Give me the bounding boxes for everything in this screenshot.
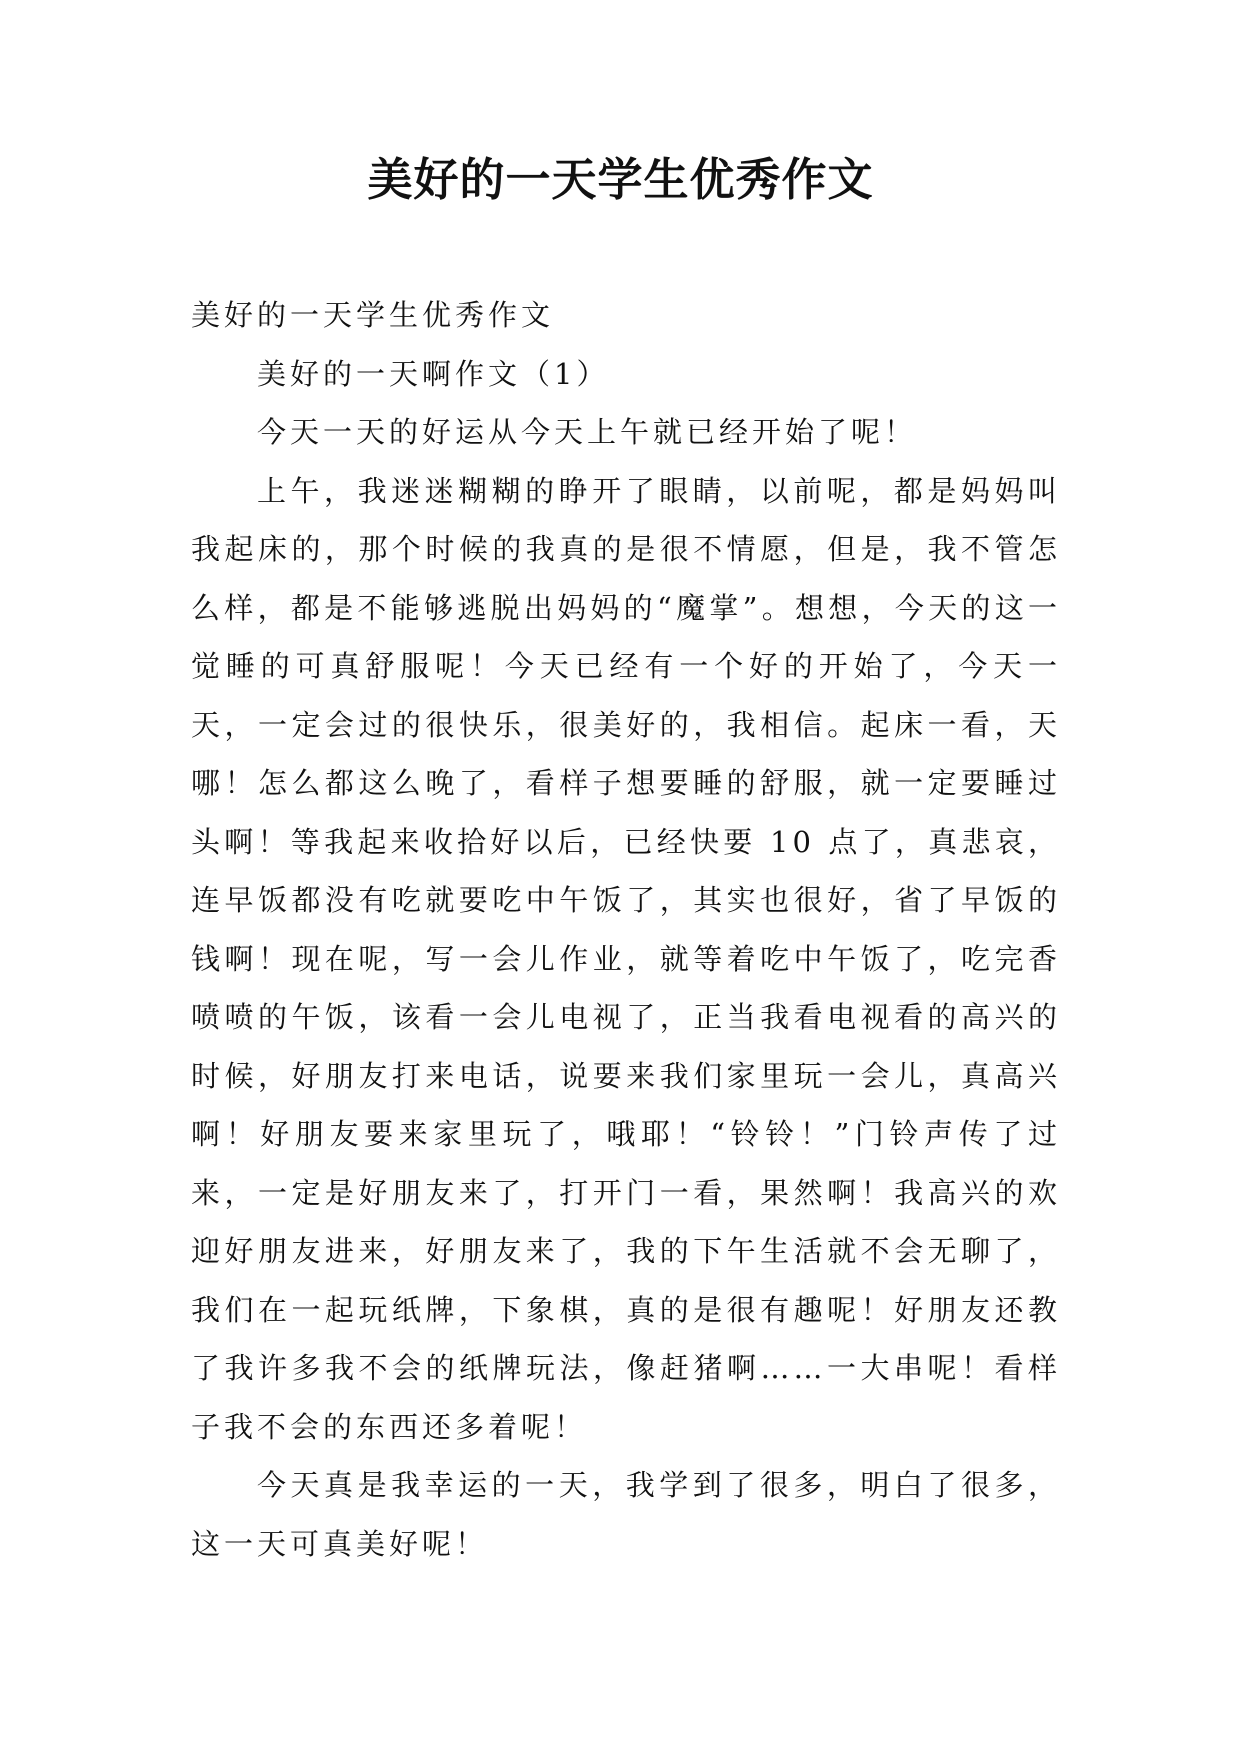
paragraph: 上午，我迷迷糊糊的睁开了眼睛，以前呢，都是妈妈叫我起床的，那个时候的我真的是很不情愿，但是，我不管怎么样，都是不能够逃脱出妈妈的“魔掌”。想想，今天的这一觉睡的可真舒服呢！今天已经有一个好的开始了，今天一天，一定会过的很快乐，很美好的，我相信。起床一看，天哪！怎么都这么晚了，看样子想要睡的舒服，就一定要睡过头啊！等我起来收拾好以后，已经快要 10 点了，真悲哀，连早饭都没有吃就要吃中午饭了，其实也很好，省了早饭的钱啊！现在呢，写一会儿作业，就等着吃中午饭了，吃完香喷喷的午饭，该看一会儿电视了，正当我看电视看的高兴的时候，好朋友打来电话，说要来我们家里玩一会儿，真高兴啊！好朋友要来家里玩了，哦耶！“铃铃！”门铃声传了过来，一定是好朋友来了，打开门一看，果然啊！我高兴的欢迎好朋友进来，好朋友来了，我的下午生活就不会无聊了，我们在一起玩纸牌，下象棋，真的是很有趣呢！好朋友还教了我许多我不会的纸牌玩法，像赶猪啊……一大串呢！看样子我不会的东西还多着呢！ <box>191 473 1061 1444</box>
paragraph: 今天真是我幸运的一天，我学到了很多，明白了很多，这一天可真美好呢！ <box>191 1468 1061 1561</box>
section-heading: 美好的一天啊作文（1） <box>257 356 610 391</box>
document-subtitle: 美好的一天学生优秀作文 <box>191 298 555 332</box>
document-body <box>191 286 1061 1573</box>
document-title: 美好的一天学生优秀作文 <box>367 153 874 206</box>
paragraph: 今天一天的好运从今天上午就已经开始了呢！ <box>257 415 918 449</box>
